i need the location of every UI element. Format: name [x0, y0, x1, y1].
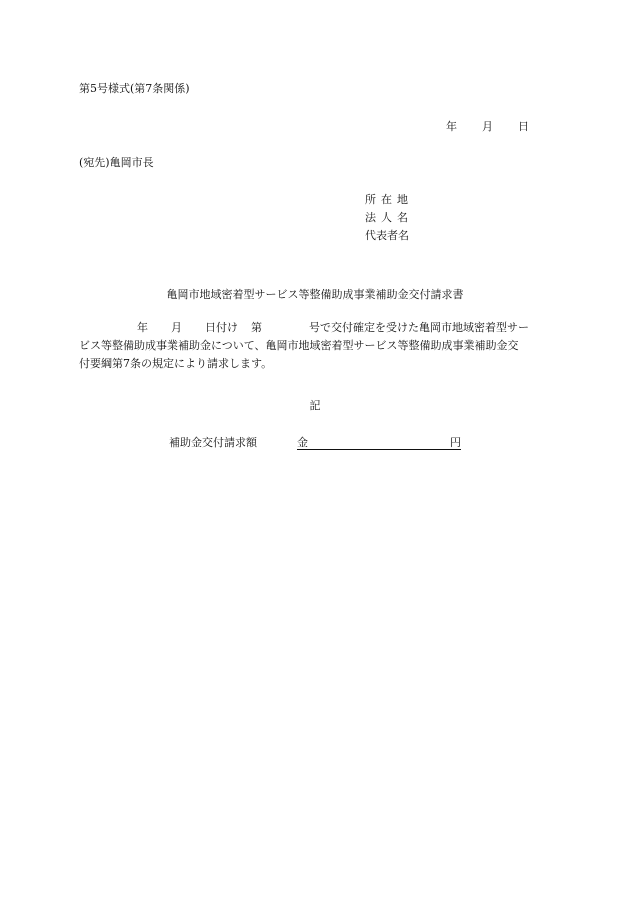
body-month: 月: [171, 321, 182, 334]
body-line-1-rest: 号で交付確定を受けた亀岡市地域密着型サー: [309, 321, 529, 334]
amount-label: 補助金交付請求額: [169, 436, 257, 449]
amount-field[interactable]: [297, 437, 461, 450]
body-line-3: 付要綱第7条の規定により請求します。: [79, 357, 273, 370]
addressee: (宛先)亀岡市長: [79, 156, 154, 169]
body-line-2: ビス等整備助成事業補助金について、亀岡市地域密着型サービス等整備助成事業補助金交: [79, 339, 519, 352]
amount-unit: 円: [450, 436, 461, 449]
applicant-representative-label: 代表者名: [365, 229, 409, 242]
body-paragraph: [79, 322, 559, 376]
date-line: [446, 121, 529, 132]
body-day-dated: 日付け: [205, 321, 238, 334]
date-year: 年: [446, 120, 457, 133]
form-number: 第5号様式(第7条関係): [79, 82, 190, 95]
document-title: 亀岡市地域密着型サービス等整備助成事業補助金交付請求書: [166, 288, 464, 301]
body-line-1: [79, 322, 559, 340]
date-day: 日: [518, 120, 529, 133]
applicant-location-label: 所在地: [365, 193, 413, 206]
date-month: 月: [482, 120, 493, 133]
ki-marker: 記: [309, 399, 321, 412]
body-dai: 第: [251, 321, 262, 334]
amount-row: [169, 437, 461, 450]
amount-prefix: 金: [297, 436, 308, 449]
body-year: 年: [137, 321, 148, 334]
applicant-block: [365, 194, 413, 248]
applicant-corporation-label: 法人名: [365, 211, 413, 224]
